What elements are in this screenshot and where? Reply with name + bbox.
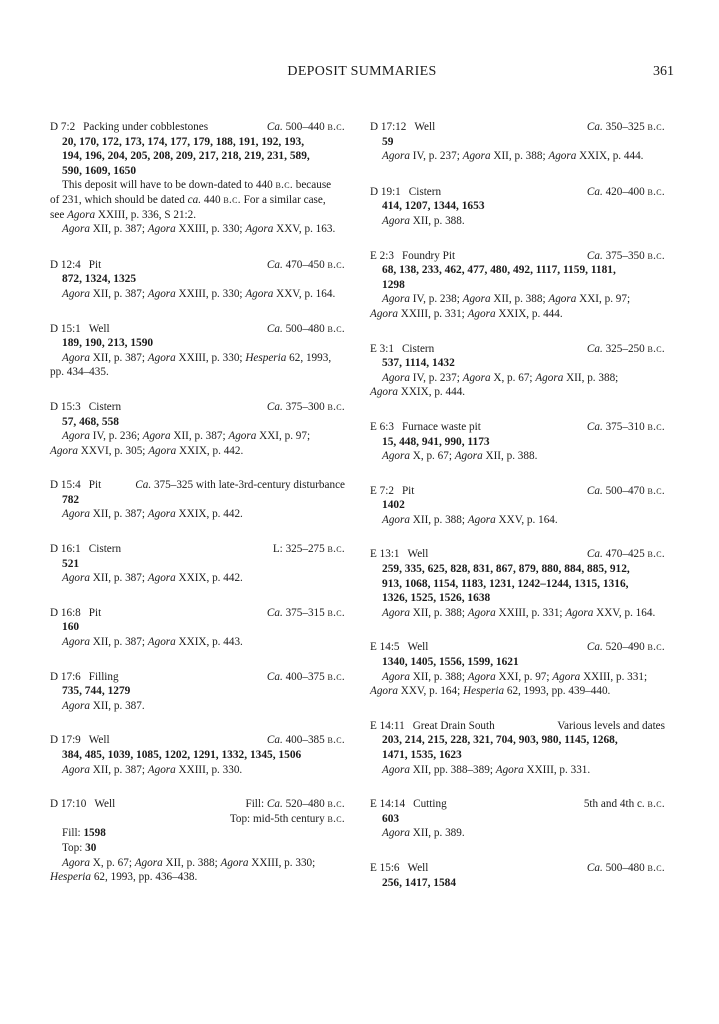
deposit-date: Ca. 375–325 with late-3rd-century disturbance [135,479,345,492]
entry-heading [370,797,665,812]
catalogue-number-line: 194, 196, 204, 205, 208, 209, 217, 218, 219, 231, 589, [62,150,310,163]
catalogue-numbers [370,498,665,513]
bibliography-refs [50,287,345,302]
bibliography-refs [50,429,345,458]
reference-line: Agora XXIX, p. 444. [370,386,466,399]
entry-heading [50,670,345,685]
deposit-date: Ca. 375–310 b.c. [586,420,665,433]
catalogue-numbers [370,356,665,371]
reference-line: Agora XII, p. 387. [62,699,145,712]
page-number: 361 [653,64,674,79]
entry-heading-left [370,640,428,655]
reference-line: Agora IV, p. 238; Agora XII, p. 388; Agora XXI, p. 97; [382,293,631,306]
deposit-code: D 12:4 [50,258,81,271]
note-line: This deposit will have to be down-dated to 440 b.c. because [62,179,332,192]
reference-line: Agora XII, pp. 388–389; Agora XXIII, p. 331. [382,763,591,776]
catalogue-number-line: 160 [62,621,80,634]
catalogue-number-line: 735, 744, 1279 [62,685,131,698]
deposit-type: Furnace waste pit [401,420,481,433]
catalogue-numbers [370,199,665,214]
deposit-date: Ca. 400–375 b.c. [266,670,345,683]
catalogue-number-line: 1471, 1535, 1623 [382,749,462,761]
reference-line: Agora X, p. 67; Agora XII, p. 388. [382,450,538,463]
deposit-type: Great Drain South [412,719,495,732]
deposit-date: Ca. 470–425 b.c. [586,548,665,561]
reference-line: Agora XII, p. 387; Agora XXIX, p. 443. [62,636,243,649]
deposit-type: Well [407,548,429,561]
entry-heading [370,249,665,264]
catalogue-number-line: 590, 1609, 1650 [62,164,137,177]
deposit-code: D 17:6 [50,670,81,683]
reference-line: Agora XII, p. 389. [382,827,465,840]
reference-line: Agora XXVI, p. 305; Agora XXIX, p. 442. [50,444,244,457]
entry-heading [370,719,665,734]
entry-heading-left [370,547,428,562]
deposit-entry [370,640,665,698]
catalogue-number-line: 59 [382,135,394,148]
note-line: of 231, which should be dated ca. 440 b.c. For a similar case, [50,193,326,206]
fill-line [50,826,345,841]
catalogue-number-line: 20, 170, 172, 173, 174, 177, 179, 188, 191, 192, 193, [62,135,305,148]
catalogue-number-line: 68, 138, 233, 462, 477, 480, 492, 1117, 1159, 1181, [382,264,616,277]
deposit-code: E 3:1 [370,342,394,355]
bibliography-refs [50,856,345,885]
entry-heading [370,547,665,562]
bibliography-refs [370,826,665,841]
catalogue-number-line: 872, 1324, 1325 [62,273,137,286]
reference-line: Agora IV, p. 237; Agora XII, p. 388; Agora XXIX, p. 444. [382,150,644,163]
deposit-entry [50,797,345,885]
bibliography-refs [50,699,345,714]
catalogue-number-line: 256, 1417, 1584 [382,876,457,889]
deposit-type: Cutting [413,798,447,811]
bibliography-refs [50,635,345,650]
bibliography-refs [370,670,665,699]
deposit-entry [50,542,345,586]
page-header [50,64,674,84]
bibliography-refs [50,763,345,778]
deposit-entry [50,478,345,522]
deposit-code: D 16:1 [50,543,81,556]
deposit-type: Well [414,121,436,133]
entry-heading-left [370,120,435,135]
reference-line: Agora XII, p. 387; Agora XXIII, p. 330; Hesperia 62, 1993, [62,351,332,364]
deposit-type: Pit [88,258,102,271]
deposit-entry [370,185,665,229]
entry-heading-left [50,670,119,685]
reference-line: pp. 434–435. [50,366,109,379]
bibliography-refs [370,292,665,321]
deposit-entry [370,420,665,464]
deposit-date: Fill: Ca. 520–480 b.c. [245,798,345,811]
deposit-entry [370,861,665,890]
deposit-date: Ca. 470–450 b.c. [266,258,345,271]
reference-line: Agora XII, p. 387; Agora XXIII, p. 330; Agora XXV, p. 163. [62,223,336,236]
catalogue-numbers [370,435,665,450]
entry-heading-left [50,120,208,135]
entry-heading [50,258,345,273]
entry-heading-left [50,606,101,621]
entry-heading [50,120,345,135]
reference-line: Agora XII, p. 388; Agora XXIII, p. 331; Agora XXV, p. 164. [382,606,656,619]
deposit-date: Ca. 375–315 b.c. [266,606,345,619]
reference-line: Agora XII, p. 387; Agora XXIII, p. 330. [62,763,243,776]
bibliography-refs [370,449,665,464]
reference-line: Agora XII, p. 387; Agora XXIX, p. 442. [62,572,243,585]
reference-line: Agora XII, p. 387; Agora XXIII, p. 330; Agora XXV, p. 164. [62,287,336,300]
catalogue-numbers [50,684,345,699]
deposit-code: E 15:6 [370,861,400,874]
deposit-entry [370,342,665,400]
entry-heading [370,120,665,135]
reference-line: Agora IV, p. 236; Agora XII, p. 387; Agora XXI, p. 97; [62,430,311,443]
deposit-type: Well [88,322,110,335]
deposit-code: E 6:3 [370,420,394,433]
bibliography-refs [370,214,665,229]
entry-heading-left [370,342,434,357]
entry-heading [50,400,345,415]
entry-heading [370,342,665,357]
deposit-code: E 14:14 [370,798,406,811]
deposit-date: Ca. 520–490 b.c. [586,641,665,654]
catalogue-numbers [370,562,665,606]
catalogue-numbers [50,557,345,572]
deposit-type: Pit [401,484,415,497]
deposit-date: Ca. 420–400 b.c. [586,185,665,198]
deposit-entry [370,484,665,528]
entry-heading [50,542,345,557]
reference-line: Agora IV, p. 237; Agora X, p. 67; Agora XII, p. 388; [382,371,619,384]
deposit-entry [370,120,665,164]
top-label: Top: [62,841,83,854]
entry-heading [370,640,665,655]
deposit-type: Foundry Pit [401,249,456,262]
deposit-code: D 7:2 [50,121,76,133]
deposit-date: Various levels and dates [557,719,665,732]
entry-heading-left [50,733,110,748]
deposit-code: D 15:4 [50,479,81,492]
entry-heading-left [370,797,447,812]
reference-line: Agora XII, p. 388; Agora XXV, p. 164. [382,513,558,526]
deposit-type: Well [407,641,429,654]
catalogue-numbers [50,748,345,763]
deposit-date: L: 325–275 b.c. [272,543,345,556]
deposit-entry [50,606,345,650]
deposit-entry [50,120,345,237]
deposit-type: Well [88,734,110,747]
deposit-code: D 17:9 [50,734,81,747]
deposit-date: Ca. 400–385 b.c. [266,734,345,747]
deposit-code: D 16:8 [50,606,81,619]
bibliography-refs [50,222,345,237]
entry-heading-left [370,861,428,876]
catalogue-number-line: 259, 335, 625, 828, 831, 867, 879, 880, 884, 885, 912, [382,563,630,576]
bibliography-refs [370,513,665,528]
bibliography-refs [50,351,345,380]
deposit-date: Ca. 350–325 b.c. [586,121,665,133]
bibliography-refs [370,149,665,164]
bibliography-refs [370,763,665,778]
deposit-type: Well [407,861,429,874]
reference-line: Agora XII, p. 387; Agora XXIX, p. 442. [62,508,243,521]
deposit-note [50,178,345,222]
catalogue-number-line: 1298 [382,278,405,291]
deposit-code: E 2:3 [370,249,394,262]
catalogue-numbers [50,272,345,287]
bibliography-refs [370,606,665,621]
deposit-date: Ca. 375–300 b.c. [266,400,345,413]
reference-line: Agora XII, p. 388. [382,214,465,227]
catalogue-number-line: 15, 448, 941, 990, 1173 [382,435,490,448]
catalogue-numbers [50,620,345,635]
deposit-type: Packing under cobblestones [83,121,209,133]
entry-heading [50,322,345,337]
entry-heading-left [50,542,121,557]
catalogue-numbers [370,812,665,827]
entry-heading [370,861,665,876]
entry-heading [370,185,665,200]
deposit-entry [50,322,345,380]
running-title: DEPOSIT SUMMARIES [287,64,437,79]
deposit-code: E 7:2 [370,484,394,497]
deposit-type: Filling [88,670,119,683]
fill-number: 1598 [83,827,106,840]
deposit-entry [50,400,345,458]
entry-heading-left [50,478,101,493]
reference-line: Agora XXV, p. 164; Hesperia 62, 1993, pp. 439–440. [370,685,611,698]
deposit-entry [50,670,345,714]
deposit-date: Ca. 375–350 b.c. [586,249,665,262]
reference-line: Agora XII, p. 388; Agora XXI, p. 97; Agora XXIII, p. 331; [382,670,648,683]
catalogue-numbers [370,876,665,891]
catalogue-number-line: 1326, 1525, 1526, 1638 [382,592,491,605]
bibliography-refs [50,571,345,586]
entry-heading-left [370,249,455,264]
deposit-type: Cistern [88,543,122,556]
deposit-code: D 15:3 [50,400,81,413]
bibliography-refs [50,507,345,522]
deposit-type: Pit [88,479,102,492]
reference-line: Agora XXIII, p. 331; Agora XXIX, p. 444. [370,307,563,320]
deposit-entry [370,249,665,322]
deposit-entry [370,797,665,841]
entry-heading [50,478,345,493]
catalogue-numbers [370,655,665,670]
bibliography-refs [370,371,665,400]
entry-heading [370,484,665,499]
catalogue-number-line: 203, 214, 215, 228, 321, 704, 903, 980, 1145, 1268, [382,734,618,747]
catalogue-number-line: 537, 1114, 1432 [382,357,455,370]
catalogue-number-line: 782 [62,493,80,506]
catalogue-numbers [370,263,665,292]
entry-heading [50,797,345,812]
deposit-code: E 14:11 [370,719,405,732]
fill-label: Fill: [62,827,81,840]
deposit-entry [50,733,345,777]
entry-heading [370,420,665,435]
deposit-code: D 17:10 [50,798,87,811]
deposit-code: E 14:5 [370,641,400,654]
entry-heading [50,606,345,621]
top-line [50,841,345,856]
catalogue-numbers [50,135,345,179]
deposit-type: Cistern [401,342,435,355]
entry-heading-left [370,185,441,200]
deposit-entry [370,719,665,777]
catalogue-number-line: 414, 1207, 1344, 1653 [382,200,485,213]
deposit-type: Well [94,798,116,811]
deposit-type: Pit [88,606,102,619]
entry-heading-left [50,400,121,415]
catalogue-numbers [370,135,665,150]
deposit-date: 5th and 4th c. b.c. [583,798,665,811]
right-column [370,100,665,890]
deposit-date: Ca. 500–480 b.c. [266,322,345,335]
catalogue-number-line: 521 [62,557,80,570]
entry-heading-left [50,322,110,337]
deposit-entry [370,547,665,620]
deposit-code: D 17:12 [370,121,407,133]
catalogue-numbers [50,493,345,508]
deposit-date-top: Top: mid-5th century b.c. [229,812,345,825]
reference-line: Hesperia 62, 1993, pp. 436–438. [50,871,198,884]
deposit-entry [50,258,345,302]
entry-heading-left [50,797,115,812]
deposit-code: D 15:1 [50,322,81,335]
deposit-type: Cistern [408,185,442,198]
entry-heading-left [370,484,414,499]
catalogue-number-line: 1402 [382,499,405,512]
catalogue-numbers [50,415,345,430]
deposit-date: Ca. 500–440 b.c. [266,121,345,133]
catalogue-number-line: 603 [382,812,400,825]
reference-line: Agora X, p. 67; Agora XII, p. 388; Agora XXIII, p. 330; [62,856,316,869]
deposit-date: Ca. 500–480 b.c. [586,861,665,874]
catalogue-number-line: 1340, 1405, 1556, 1599, 1621 [382,656,519,669]
deposit-code: D 19:1 [370,185,401,198]
note-line: see Agora XXIII, p. 336, S 21:2. [50,208,197,221]
catalogue-number-line: 913, 1068, 1154, 1183, 1231, 1242–1244, 1315, 1316, [382,577,629,590]
deposit-type: Cistern [88,400,122,413]
catalogue-number-line: 384, 485, 1039, 1085, 1202, 1291, 1332, 1345, 1506 [62,749,302,761]
catalogue-numbers [50,336,345,351]
catalogue-numbers [370,733,665,762]
entry-heading-left [370,719,495,734]
left-column [50,100,345,885]
catalogue-number-line: 57, 468, 558 [62,415,119,428]
top-number: 30 [85,841,97,854]
entry-heading-left [370,420,481,435]
deposit-date: Ca. 325–250 b.c. [586,342,665,355]
deposit-date: Ca. 500–470 b.c. [586,484,665,497]
entry-heading-left [50,258,101,273]
entry-heading [50,733,345,748]
deposit-code: E 13:1 [370,548,400,561]
catalogue-number-line: 189, 190, 213, 1590 [62,337,154,350]
